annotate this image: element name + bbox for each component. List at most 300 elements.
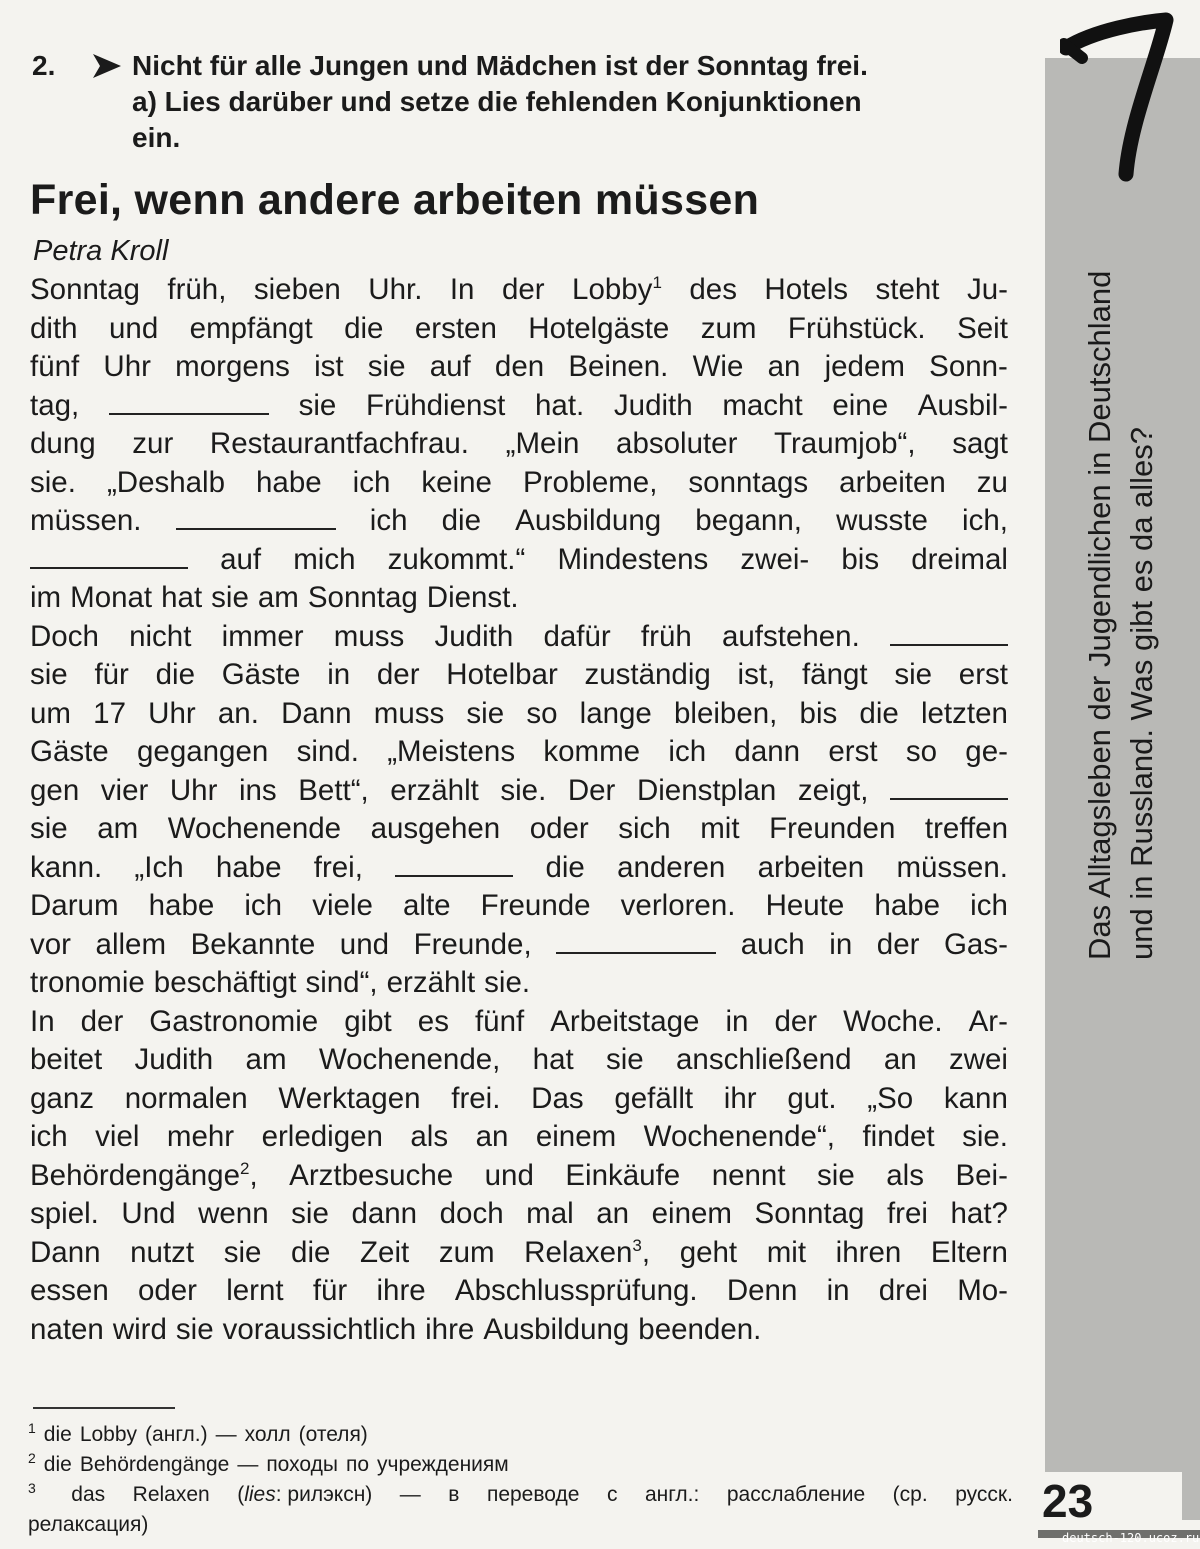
conjunction-blank: [109, 391, 269, 415]
word: an: [767, 350, 801, 383]
word: zu: [976, 465, 1008, 499]
word: erzählt: [390, 773, 479, 807]
word: als: [886, 1158, 924, 1192]
word: 17: [93, 696, 126, 730]
word: ersten: [414, 311, 497, 345]
article-line: [30, 1003, 1008, 1042]
word: dann: [734, 735, 801, 768]
word: fünf: [474, 1004, 525, 1038]
word: zum: [700, 311, 757, 345]
word: spiel.: [30, 1197, 99, 1230]
word: oder: [137, 1274, 197, 1307]
word: ich,: [962, 504, 1008, 537]
word: dreimal: [911, 542, 1008, 576]
word: Gäste: [221, 658, 301, 691]
conjunction-blank: [556, 930, 716, 954]
word: dung: [30, 427, 96, 460]
article-line: [30, 733, 1008, 772]
word: Dann: [30, 1235, 101, 1269]
word: die: [155, 658, 195, 691]
word: Hotelgäste: [528, 311, 670, 345]
word: und: [484, 1158, 534, 1192]
word: ich: [970, 889, 1008, 922]
word: ist: [314, 350, 344, 383]
conjunction-blank: [890, 776, 1008, 800]
word: Dann: [281, 696, 352, 730]
word: Judith: [434, 619, 514, 653]
word: „Deshalb: [106, 465, 225, 499]
word: Traumjob“,: [774, 427, 916, 460]
word: Sonn-: [929, 350, 1008, 383]
footnote-word: расслабление: [726, 1483, 866, 1506]
word: anschließend: [676, 1043, 852, 1076]
word: beenden.: [638, 1312, 762, 1346]
word: Sonntag: [307, 581, 418, 614]
word: Wie: [692, 350, 744, 383]
word: mit: [700, 812, 740, 845]
word: Gäste: [30, 735, 109, 768]
word: ich: [668, 735, 707, 768]
article-line: [30, 1118, 1008, 1157]
word: bleiben,: [674, 696, 778, 730]
footnote-word: релаксация): [28, 1513, 149, 1536]
word: Restaurantfachfrau.: [209, 427, 469, 460]
article-line: [30, 810, 1008, 849]
word: am: [245, 1043, 287, 1076]
conjunction-blank: [395, 853, 513, 877]
word: Frühstück.: [787, 311, 926, 345]
word: Seit: [957, 311, 1008, 345]
word: allem: [95, 927, 167, 961]
article-line: [30, 502, 1008, 541]
footnote-word: (англ.): [145, 1423, 208, 1446]
word: viel: [95, 1120, 140, 1153]
article-line: [30, 271, 1008, 310]
word: im: [30, 581, 62, 614]
word: erst: [958, 658, 1008, 691]
word: geht: [679, 1235, 738, 1269]
article-line: [30, 541, 1008, 580]
word: müssen.: [30, 504, 142, 537]
word: Mo-: [957, 1274, 1008, 1307]
word: fängt: [801, 658, 868, 691]
word: beschäftigt: [153, 966, 297, 999]
word: früh: [640, 619, 692, 653]
word: lange: [579, 696, 652, 730]
word: In: [449, 273, 475, 306]
word: Eltern: [930, 1235, 1008, 1269]
word: tag,: [30, 388, 80, 422]
word: lernt: [226, 1274, 284, 1307]
footnote-word: (ср.: [892, 1483, 928, 1506]
word: viele: [312, 889, 373, 922]
word: Ausbil-: [917, 388, 1008, 422]
word: Wochenende,: [318, 1043, 501, 1076]
word: auch: [740, 927, 805, 961]
word: erzählt: [386, 966, 476, 999]
word: hat.: [535, 388, 585, 422]
word: Mindestens: [557, 542, 709, 576]
word: kann: [943, 1081, 1008, 1115]
footnote-word: Lobby: [79, 1423, 138, 1446]
word: „Meistens: [387, 735, 516, 768]
footnote-word: —: [237, 1453, 259, 1476]
word: die: [441, 504, 482, 537]
word: treffen: [924, 812, 1008, 845]
word: Relaxen$^3$,: [524, 1235, 651, 1269]
word: an: [475, 1120, 509, 1153]
footnote-marker: 3: [28, 1480, 36, 1496]
word: der: [376, 658, 420, 691]
word: Woche.: [843, 1004, 943, 1038]
word: der: [80, 1004, 124, 1038]
word: die: [344, 311, 384, 345]
word: Einkäufe: [565, 1158, 681, 1192]
footnote-word: —: [215, 1423, 237, 1446]
word: ich: [352, 465, 391, 499]
word: hat?: [950, 1197, 1008, 1230]
word: zukommt.“: [387, 542, 526, 576]
page-number: 23: [1038, 1472, 1182, 1530]
word: und: [109, 311, 159, 345]
word: gen: [30, 773, 80, 807]
word: kann.: [30, 850, 103, 884]
conjunction-blank: [176, 506, 336, 530]
footnote-word: —: [399, 1483, 421, 1506]
word: sie: [894, 658, 933, 691]
word: so: [526, 696, 558, 730]
article-line: [30, 348, 1008, 387]
word: mich: [293, 542, 356, 576]
chapter-heading-line-1: Das Alltagsleben der Jugendlichen in Deutschland: [1082, 270, 1117, 960]
word: sagt: [952, 427, 1008, 460]
article-title: Frei, wenn andere arbeiten müssen: [30, 176, 760, 224]
word: ihre: [425, 1312, 475, 1346]
word: zwei: [948, 1043, 1008, 1076]
word: „Ich: [134, 850, 184, 884]
footnote-line: [28, 1420, 1013, 1450]
footnote-word: по: [345, 1453, 370, 1476]
article-line: [30, 695, 1008, 734]
article-line: [30, 387, 1008, 426]
word: sie: [605, 1043, 644, 1076]
word: an: [883, 1043, 917, 1076]
footnote-word: die: [43, 1423, 72, 1446]
word: gegangen: [137, 735, 269, 768]
word: Arztbesuche: [289, 1158, 454, 1192]
word: dann: [351, 1197, 418, 1230]
word: Ausbildung: [483, 1312, 630, 1346]
word: der: [501, 273, 545, 306]
word: Dienst.: [426, 581, 519, 614]
word: mit: [766, 1235, 807, 1269]
word: Heute: [765, 889, 845, 922]
article-line: [30, 1234, 1008, 1273]
word: Probleme,: [522, 465, 658, 499]
word: zeigt,: [797, 773, 869, 807]
word: habe: [148, 889, 215, 922]
word: Beinen.: [568, 350, 669, 383]
word: muss: [333, 619, 405, 653]
article-line: [30, 579, 1008, 618]
word: und: [339, 927, 390, 961]
footnote-word: англ.:: [644, 1483, 700, 1506]
word: früh,: [167, 273, 227, 306]
word: sich: [618, 812, 671, 845]
word: auf: [429, 350, 471, 383]
word: ich: [369, 504, 408, 537]
article-body: [30, 271, 1008, 1349]
word: Arbeitstage: [550, 1004, 700, 1038]
word: beitet: [30, 1043, 103, 1076]
word: ge-: [965, 735, 1008, 768]
word: frei: [886, 1197, 928, 1230]
word: ihre: [376, 1274, 426, 1307]
article-line: [30, 1157, 1008, 1196]
word: der: [876, 927, 920, 961]
word: in: [829, 927, 853, 961]
article-line: [30, 964, 1008, 1003]
word: In: [30, 1004, 55, 1038]
word: doch: [439, 1197, 504, 1230]
word: in: [826, 1274, 850, 1307]
word: „Mein: [505, 427, 580, 460]
article-line: [30, 618, 1008, 657]
word: komme: [543, 735, 641, 768]
word: erst: [828, 735, 878, 768]
word: findet: [862, 1120, 935, 1153]
word: ich: [30, 1120, 68, 1153]
word: wusste: [836, 504, 928, 537]
article-line: [30, 656, 1008, 695]
word: um: [30, 696, 71, 730]
word: am: [257, 581, 299, 614]
conjunction-blank: [30, 545, 188, 569]
footnote-word: переводе: [486, 1483, 580, 1506]
word: Uhr: [169, 773, 218, 807]
task-heading: [30, 48, 1020, 156]
word: die: [291, 1235, 331, 1269]
word: Wochenende: [167, 812, 342, 845]
word: Das: [531, 1081, 584, 1115]
word: ausgehen: [370, 812, 501, 845]
word: immer: [221, 619, 304, 653]
word: mal: [526, 1197, 574, 1230]
word: vier: [100, 773, 149, 807]
word: fünf: [30, 350, 80, 383]
word: habe: [215, 850, 282, 884]
footnote-word: Behördengänge: [79, 1453, 230, 1476]
word: anderen: [617, 850, 726, 884]
word: Und: [121, 1197, 176, 1230]
word: verloren.: [620, 889, 736, 922]
word: tronomie: [30, 966, 145, 999]
watermark: deutsch-120.ucoz.ru: [1062, 1531, 1200, 1545]
word: so: [905, 735, 937, 768]
footnote-word: die: [43, 1453, 72, 1476]
word: der: [774, 1004, 818, 1038]
word: „So: [867, 1081, 914, 1115]
word: an: [596, 1197, 630, 1230]
word: arbeiten: [839, 465, 946, 499]
footnote-line: [28, 1480, 1013, 1510]
word: frei.: [451, 1081, 501, 1115]
word: letzten: [920, 696, 1008, 730]
article-line: [30, 464, 1008, 503]
word: sie: [298, 388, 337, 422]
article-line: [30, 1080, 1008, 1119]
word: absoluter: [616, 427, 738, 460]
article-line: [30, 425, 1008, 464]
word: nutzt: [130, 1235, 195, 1269]
word: Doch: [30, 619, 99, 653]
word: dith: [30, 311, 78, 345]
word: Monat: [70, 581, 153, 614]
word: in: [725, 1004, 749, 1038]
word: Lobby$^1$: [572, 273, 662, 306]
word: morgens: [175, 350, 290, 383]
word: Uhr: [148, 696, 196, 730]
footnote-word: (отеля): [298, 1423, 368, 1446]
word: Werktagen: [278, 1081, 421, 1115]
word: sie: [367, 350, 406, 383]
word: zur: [132, 427, 174, 460]
word: Behördengänge$^2$,: [30, 1158, 258, 1192]
word: die: [859, 696, 899, 730]
word: habe: [256, 465, 322, 499]
word: sie: [223, 1235, 262, 1269]
word: Zeit: [360, 1235, 410, 1269]
word: sind“,: [305, 966, 378, 999]
word: gut.: [787, 1081, 837, 1115]
word: Ausbildung: [515, 504, 662, 537]
word: muss: [373, 696, 445, 730]
word: empfängt: [189, 311, 313, 345]
article-line: [30, 1272, 1008, 1311]
word: sie.: [962, 1120, 1008, 1153]
word: hat: [161, 581, 203, 614]
footnote-word: das: [71, 1483, 106, 1506]
article-line: [30, 1195, 1008, 1234]
word: für: [312, 1274, 348, 1307]
word: Uhr.: [368, 273, 423, 306]
word: Ju-: [966, 273, 1008, 306]
word: keine: [421, 465, 492, 499]
word: ihren: [835, 1235, 902, 1269]
word: ganz: [30, 1081, 94, 1115]
word: oder: [529, 812, 589, 845]
word: auf: [220, 542, 262, 576]
word: in: [327, 658, 351, 691]
footnote-divider: [33, 1407, 175, 1409]
word: nicht: [129, 619, 192, 653]
word: Hotelbar: [446, 658, 558, 691]
word: es: [417, 1004, 449, 1038]
conjunction-blank: [890, 622, 1008, 646]
play-arrow-icon: [90, 52, 124, 80]
word: den: [494, 350, 545, 383]
word: Der: [567, 773, 616, 807]
word: wird: [112, 1312, 167, 1346]
word: sonntags: [688, 465, 809, 499]
word: als: [410, 1120, 449, 1153]
word: des: [689, 273, 737, 306]
word: müssen.: [896, 850, 1008, 884]
word: vor: [30, 927, 71, 961]
footnote-line: [28, 1450, 1013, 1480]
word: Ar-: [968, 1004, 1008, 1038]
word: die: [545, 850, 585, 884]
word: voraussichtlich: [222, 1312, 417, 1346]
word: dafür: [543, 619, 611, 653]
word: naten: [30, 1312, 104, 1346]
word: Abschlussprüfung.: [454, 1274, 698, 1307]
word: ihr: [723, 1081, 757, 1115]
word: essen: [30, 1274, 109, 1307]
article-line: [30, 926, 1008, 965]
word: erledigen: [261, 1120, 383, 1153]
word: steht: [875, 273, 940, 306]
word: einem: [651, 1197, 732, 1230]
word: alte: [402, 889, 451, 922]
word: Gastronomie: [149, 1004, 319, 1038]
footnotes: [28, 1420, 1013, 1540]
footnote-word: (lies: рилэксн): [237, 1483, 373, 1506]
word: hat: [532, 1043, 574, 1076]
word: macht: [722, 388, 803, 422]
footnote-word: учреждениям: [377, 1453, 509, 1476]
word: sind.: [296, 735, 359, 768]
article-line: [30, 310, 1008, 349]
word: sie: [466, 696, 505, 730]
footnote-marker: 1: [28, 1420, 36, 1436]
word: Gas-: [943, 927, 1008, 961]
task-number: 2.: [32, 50, 56, 81]
word: frei,: [313, 850, 363, 884]
word: am: [97, 812, 139, 845]
word: Dienstplan: [636, 773, 777, 807]
word: einem: [535, 1120, 617, 1153]
word: Freunde: [480, 889, 591, 922]
word: begann,: [695, 504, 802, 537]
article-author: Petra Kroll: [33, 235, 169, 267]
task-line-1: Nicht für alle Jungen und Mädchen ist der Sonntag frei.: [132, 50, 868, 81]
word: sie.: [500, 773, 547, 807]
word: sie: [30, 812, 68, 845]
word: für: [94, 658, 129, 691]
word: wenn: [198, 1197, 269, 1230]
word: aufstehen.: [721, 619, 860, 653]
word: Judith: [613, 388, 693, 422]
word: an.: [217, 696, 259, 730]
article-line: [30, 1041, 1008, 1080]
word: sie.: [484, 966, 531, 999]
word: sie: [291, 1197, 329, 1230]
chapter-heading-line-2: und in Russland. Was gibt es da alles?: [1124, 426, 1159, 960]
word: Sonntag: [30, 273, 140, 306]
footnote-marker: 2: [28, 1450, 36, 1466]
word: drei: [878, 1274, 928, 1307]
word: zwei-: [740, 542, 810, 576]
word: Bekannte: [190, 927, 316, 961]
word: bis: [799, 696, 838, 730]
word: nennt: [711, 1158, 786, 1192]
word: Hotels: [764, 273, 849, 306]
word: Judith: [134, 1043, 214, 1076]
word: Freunde,: [413, 927, 532, 961]
word: sieben: [253, 273, 341, 306]
footnote-word: русск.: [955, 1483, 1013, 1506]
